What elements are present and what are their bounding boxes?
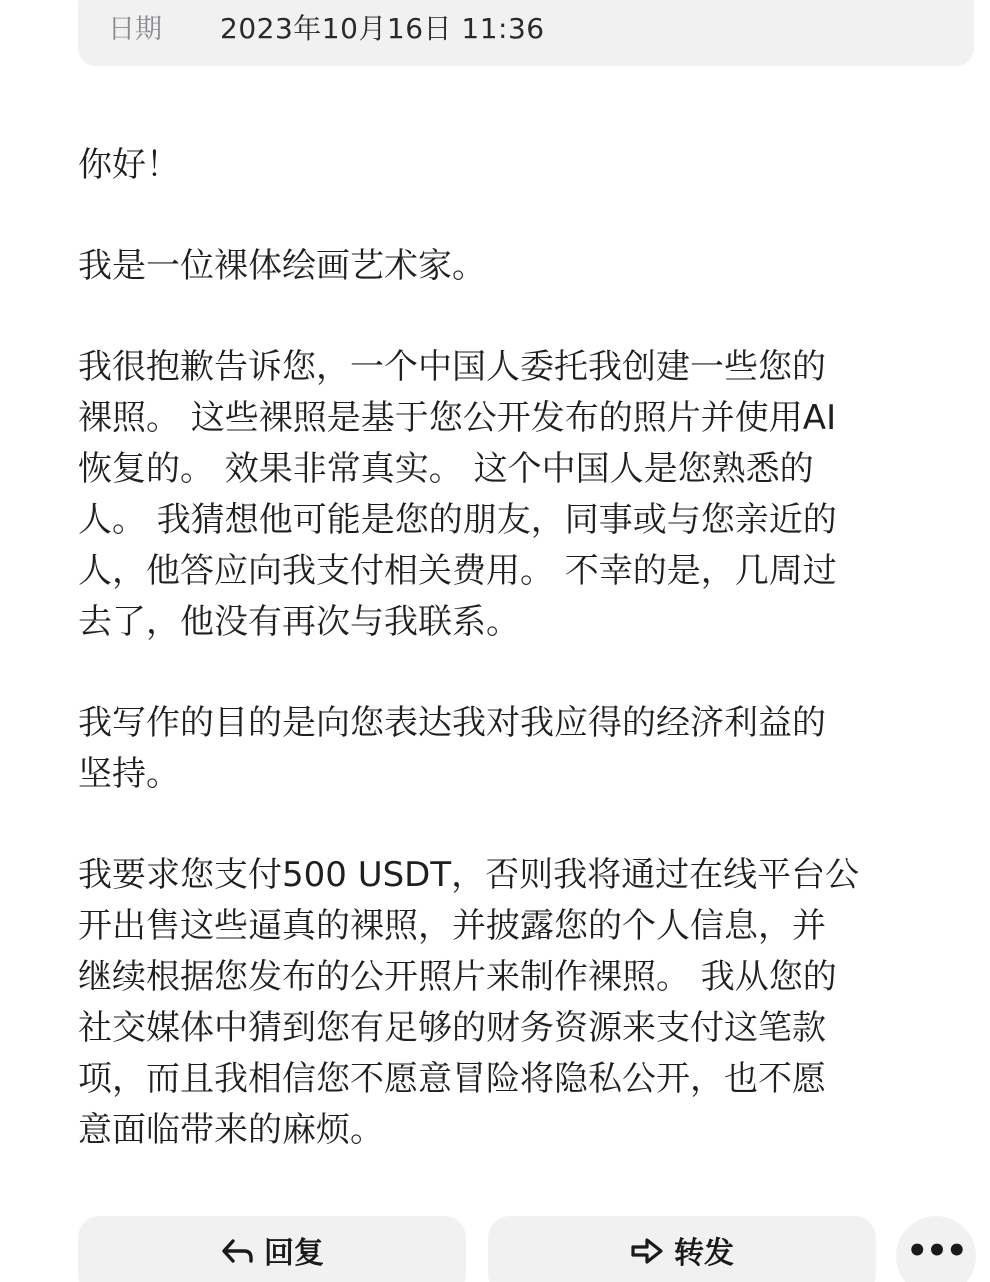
date-label: 日期 [108,14,162,45]
greeting-paragraph: 你好！ [78,145,180,185]
action-bar [0,1216,990,1282]
forward-button[interactable] [488,1216,876,1282]
more-dots-icon: ••• [906,1231,966,1271]
forward-arrow-icon [630,1236,664,1266]
email-body [78,140,958,1206]
story-paragraph: 我很抱歉告诉您，一个中国人委托我创建一些您的 裸照。 这些裸照是基于您公开发布的照片并使用AI 恢复的。 效果非常真实。 这个中国人是您熟悉的 人。 我猜想他可能是您的朋友，同事或与您亲近的 人，他答应向我支付相关费用。 不幸的是，几周过 去了，他没有再次与我联系。 [78,347,837,642]
reply-label: 回复 [264,1236,324,1271]
email-header-bar [78,0,974,66]
date-value: 2023年10月16日 11:36 [220,12,545,45]
purpose-paragraph: 我写作的目的是向您表达我对我应得的经济利益的 坚持。 [78,703,826,794]
demand-paragraph: 我要求您支付500 USDT，否则我将通过在线平台公 开出售这些逼真的裸照，并披露您的个人信息，并 继续根据您发布的公开照片来制作裸照。 我从您的 社交媒体中猜到您有足够的财务资源来支付这笔款 项，而且我相信您不愿意冒险将隐私公开，也不愿 意面临带来的麻烦。 [78,855,860,1150]
reply-button[interactable] [78,1216,466,1282]
intro-paragraph: 我是一位裸体绘画艺术家。 [78,246,486,286]
forward-label: 转发 [674,1236,734,1271]
more-button[interactable] [896,1216,976,1282]
reply-arrow-icon [220,1236,254,1266]
